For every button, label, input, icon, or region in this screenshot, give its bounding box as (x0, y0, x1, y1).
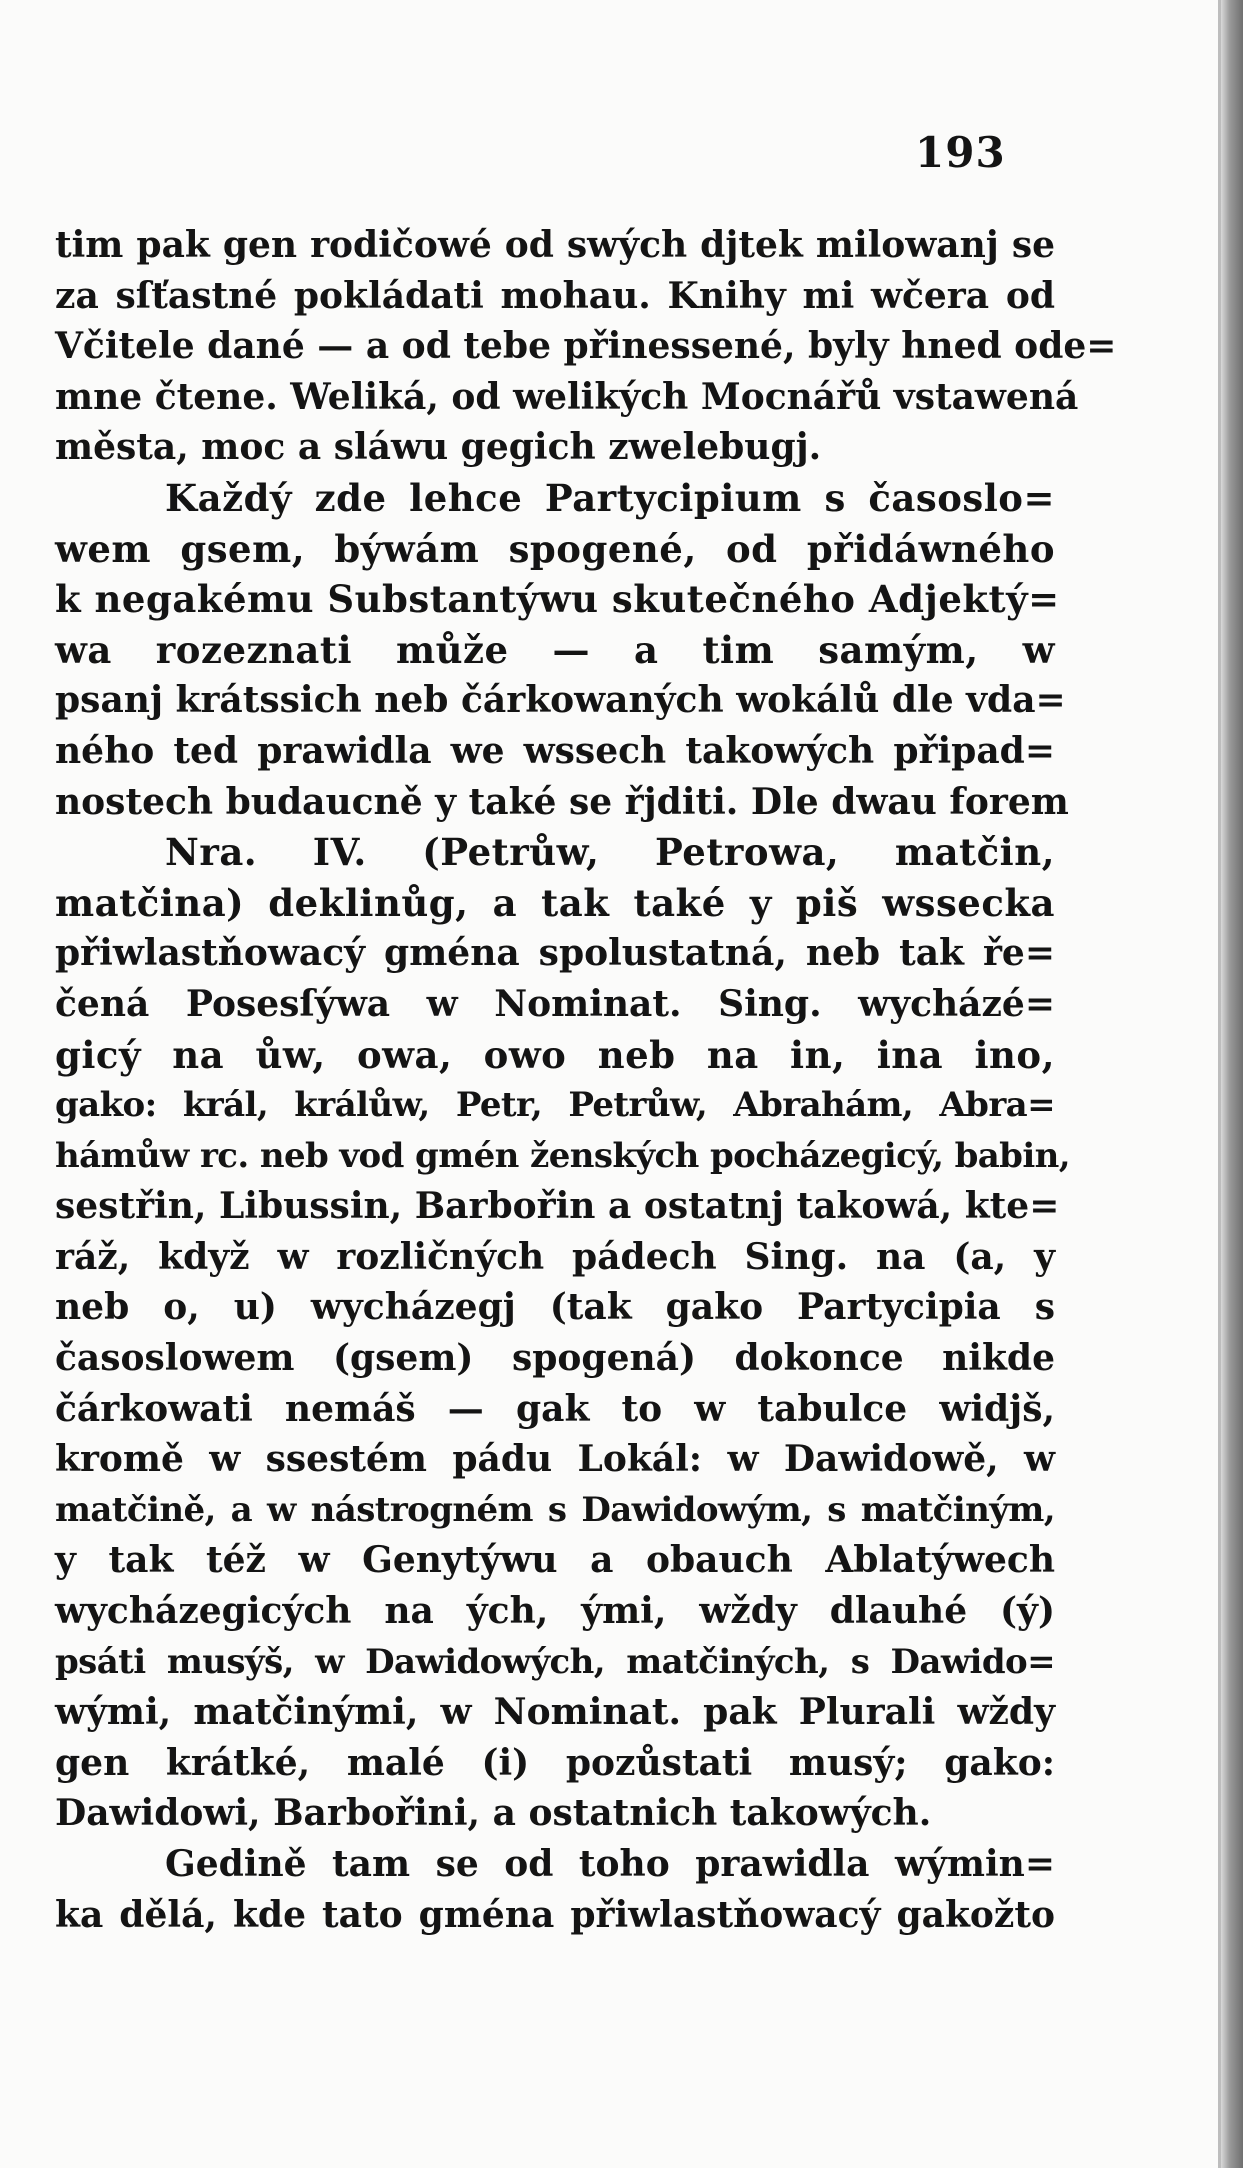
text-line: ráž, když w rozličných pádech Sing. na (a, y (55, 1235, 1055, 1278)
text-line: čárkowati nemáš — gak to w tabulce widjš, (55, 1387, 1055, 1430)
text-line: gicý na ůw, owa, owo neb na in, ina ino, (55, 1032, 1055, 1077)
text-line: wa rozeznati může — a tim samým, w (55, 627, 1055, 672)
page-number: 193 (915, 128, 1006, 177)
text-line: psanj krátssich neb čárkowaných wokálů dle vda= (55, 679, 1066, 722)
text-line: Včitele dané — a od tebe přinessené, byly hned ode= (55, 325, 1117, 368)
book-edge (1221, 0, 1243, 2168)
text-line: kromě w ssestém pádu Lokál: w Dawidowě, w (55, 1438, 1055, 1481)
text-line: hámůw rc. neb vod gmén ženských pocházegicý, babin, (55, 1135, 1071, 1176)
text-line: k negakému Substantýwu skutečného Adjektý= (55, 577, 1060, 622)
text-line: za sſťastné pokládati mohau. Knihy mi wčera od (55, 274, 1055, 317)
text-line: časoslowem (gsem) spogená) dokonce nikde (55, 1337, 1055, 1380)
text-line: sestřin, Libussin, Barbořin a ostatnj takowá, kte= (55, 1185, 1060, 1228)
body-text (55, 220, 1117, 1940)
paragraph-start-line: Gedině tam se od toho prawidla wýmin= (165, 1843, 1055, 1885)
text-line: wými, matčinými, w Nominat. pak Plurali wždy (55, 1691, 1055, 1734)
text-line: čená Posesſýwa w Nominat. Sing. wycházé= (55, 982, 1055, 1025)
text-line: přiwlastňowacý gména spolustatná, neb tak ře= (55, 932, 1055, 975)
text-line: Nra. IV. (Petrůw, Petrowa, matčin, (165, 830, 1055, 875)
text-line: nostech budaucně y také se řjditi. Dle dwau forem (55, 780, 1069, 823)
text-line: Dawidowi, Barbořini, a ostatnich takowých. (55, 1792, 932, 1835)
text-line: města, moc a sláwu gegich zwelebugj. (55, 426, 822, 469)
text-line: mne čtene. Weliká, od welikých Mocnářů vstawená (55, 375, 1079, 418)
text-line: gako: král, králůw, Petr, Petrůw, Abrahám, Abra= (55, 1085, 1055, 1126)
text-line: ného ted prawidla we wssech takowých připad= (55, 729, 1055, 772)
text-line: gen krátké, malé (i) pozůstati musý; gako: (55, 1741, 1055, 1784)
text-line: matčině, a w nástrogném s Dawidowým, s matčiným, (55, 1489, 1055, 1530)
text-line: wycházegicých na ých, ými, wždy dlauhé (ý) (55, 1590, 1055, 1633)
text-line: tim pak gen rodičowé od swých djtek milowanj se (55, 224, 1055, 266)
text-line: matčina) deklinůg, a tak také y piš wssecka (55, 880, 1055, 925)
text-line: wem gsem, býwám spogené, od přidáwného (55, 526, 1055, 571)
paragraph-start-line: Každý zde lehce Partycipium s časoslo= (165, 475, 1055, 520)
text-line: ka dělá, kde tato gména přiwlastňowacý gakožto (55, 1893, 1055, 1936)
text-line: y tak též w Genytýwu a obauch Ablatýwech (55, 1539, 1055, 1582)
text-line: psáti musýš, w Dawidowých, matčiných, s Dawido= (55, 1641, 1055, 1682)
text-line: neb o, u) wycházegj (tak gako Partycipia s (55, 1286, 1055, 1329)
